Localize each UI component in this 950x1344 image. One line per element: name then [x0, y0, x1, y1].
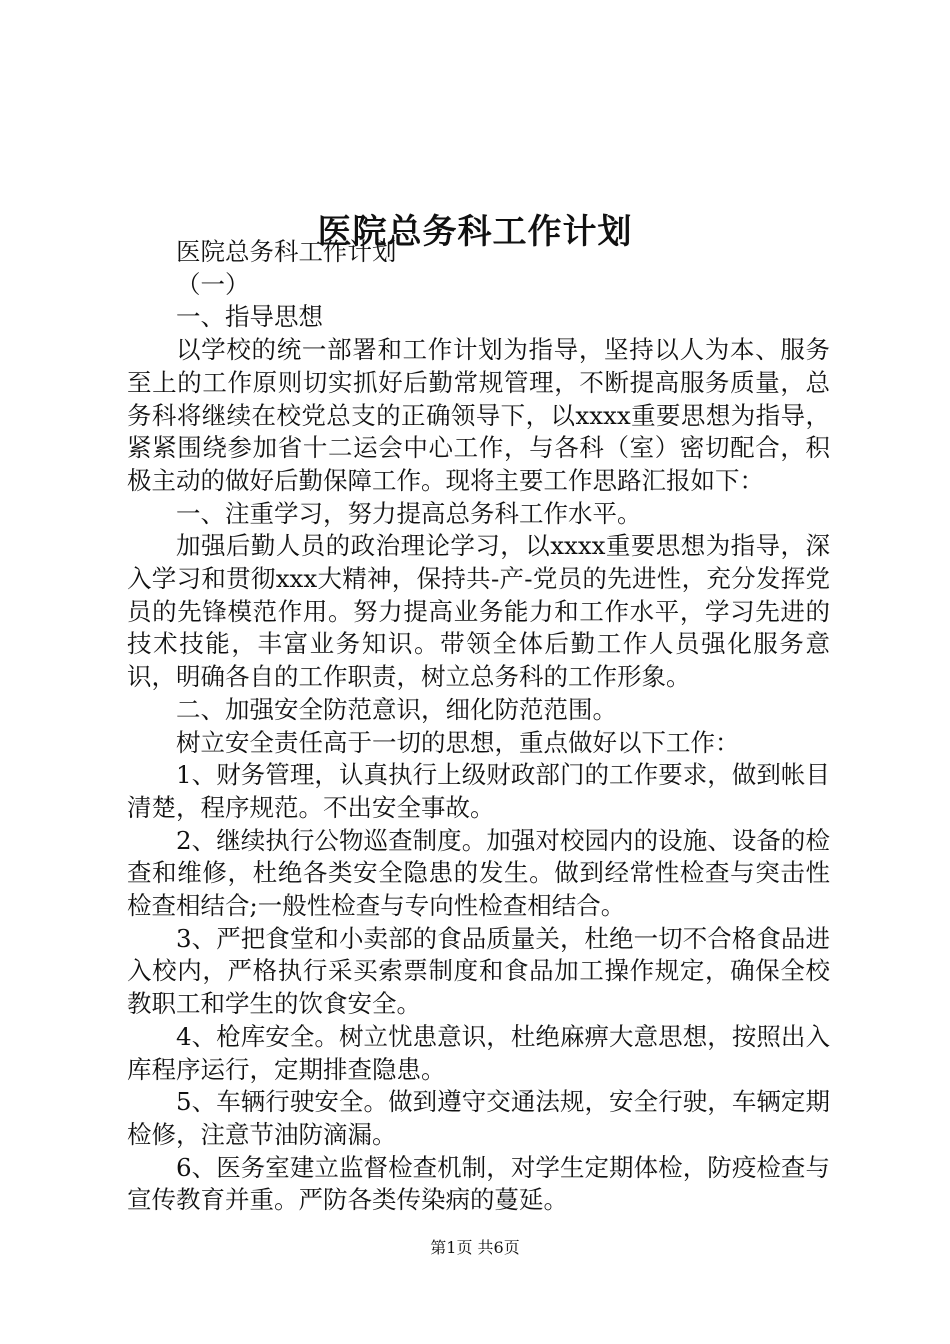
- list-item: 1、财务管理，认真执行上级财政部门的工作要求，做到帐目清楚，程序规范。不出安全事故。: [127, 760, 830, 822]
- list-item: 2、继续执行公物巡查制度。加强对校园内的设施、设备的检查和维修，杜绝各类安全隐患的发生。做到经常性检查与突击性检查相结合;一般性检查与专向性检查相结合。: [127, 825, 830, 921]
- list-item: 5、车辆行驶安全。做到遵守交通法规，安全行驶，车辆定期检修，注意节油防滴漏。: [127, 1087, 830, 1149]
- list-item: 6、医务室建立监督检查机制，对学生定期体检，防疫检查与宣传教育并重。严防各类传染病的蔓延。: [127, 1152, 830, 1215]
- paragraph: （一）: [176, 269, 250, 299]
- paragraph: 加强后勤人员的政治理论学习，以xxxx重要思想为指导，深入学习和贯彻xxx大精神，保持共-产-党员的先进性，充分发挥党员的先锋模范作用。努力提高业务能力和工作水平，学习先进的技术技能，丰富业务知识。带领全体后勤工作人员强化服务意识，明确各自的工作职责，树立总务科的工作形象。: [127, 531, 830, 692]
- paragraph: 医院总务科工作计划: [176, 237, 397, 266]
- section-heading: 一、指导思想: [176, 302, 323, 332]
- list-item: 4、枪库安全。树立忧患意识，杜绝麻痹大意思想，按照出入库程序运行，定期排查隐患。: [127, 1021, 830, 1084]
- paragraph: 以学校的统一部署和工作计划为指导，坚持以人为本、服务至上的工作原则切实抓好后勤常规管理，不断提高服务质量，总务科将继续在校党总支的正确领导下，以xxxx重要思想为指导，紧紧围绕参加省十二运会中心工作，与各科（室）密切配合，积极主动的做好后勤保障工作。现将主要工作思路汇报如下：: [127, 335, 830, 495]
- document-title: 医院总务科工作计划: [317, 211, 633, 252]
- section-heading: 一、注重学习，努力提高总务科工作水平。: [176, 498, 642, 528]
- document-body: [127, 236, 830, 1217]
- list-item: 3、严把食堂和小卖部的食品质量关，杜绝一切不合格食品进入校内，严格执行采买索票制度和食品加工操作规定，确保全校教职工和学生的饮食安全。: [127, 923, 830, 1019]
- section-heading: 二、加强安全防范意识，细化防范范围。: [176, 694, 617, 724]
- paragraph: 树立安全责任高于一切的思想，重点做好以下工作：: [176, 727, 740, 757]
- page-number: 第1页 共6页: [430, 1238, 520, 1257]
